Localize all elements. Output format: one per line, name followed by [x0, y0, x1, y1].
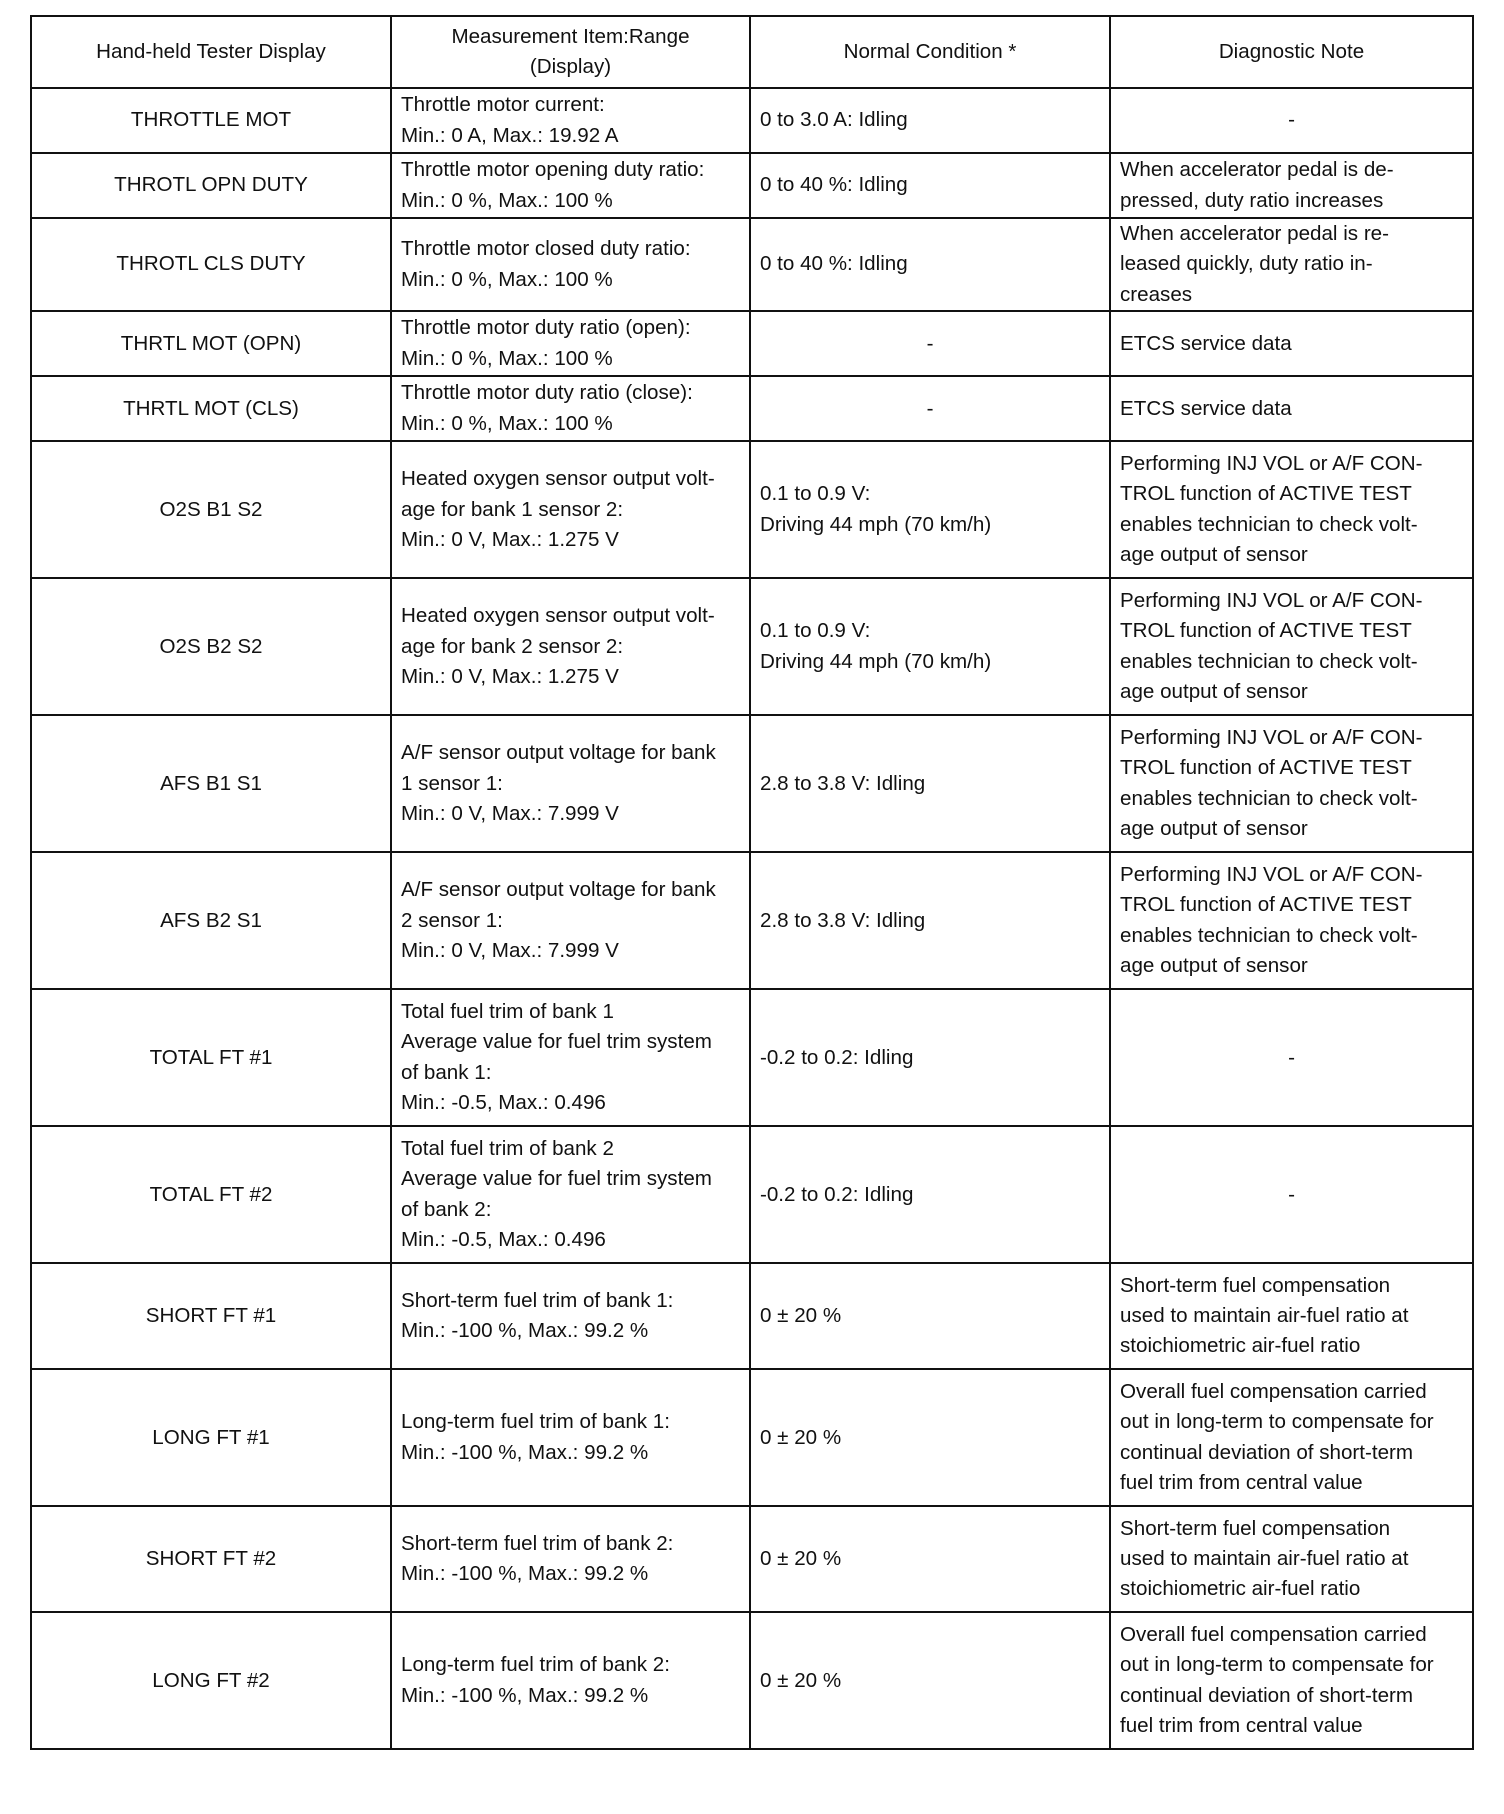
cell-display: AFS B1 S1: [31, 715, 391, 852]
data-list-table: [30, 15, 1474, 1750]
cell-normal: 0 ± 20 %: [750, 1369, 1110, 1506]
cell-range: Total fuel trim of bank 1 Average value for fuel trim system of bank 1: Min.: -0.5, Max.: 0.496: [391, 989, 750, 1126]
table-row: [31, 715, 1473, 852]
table-row: [31, 441, 1473, 578]
cell-range: Throttle motor closed duty ratio: Min.: 0 %, Max.: 100 %: [391, 218, 750, 311]
cell-range: A/F sensor output voltage for bank 2 sensor 1: Min.: 0 V, Max.: 7.999 V: [391, 852, 750, 989]
cell-display: THRTL MOT (CLS): [31, 376, 391, 441]
cell-note: Short-term fuel compensation used to maintain air-fuel ratio at stoichiometric air-fuel ratio: [1110, 1263, 1473, 1369]
cell-range: Long-term fuel trim of bank 2: Min.: -100 %, Max.: 99.2 %: [391, 1612, 750, 1749]
table-row: [31, 1263, 1473, 1369]
cell-display: SHORT FT #2: [31, 1506, 391, 1612]
table-row: [31, 852, 1473, 989]
cell-normal: 0 ± 20 %: [750, 1506, 1110, 1612]
cell-note: -: [1110, 88, 1473, 153]
data-list-sheet: [30, 15, 1472, 1750]
cell-range: Heated oxygen sensor output volt- age for bank 2 sensor 2: Min.: 0 V, Max.: 1.275 V: [391, 578, 750, 715]
cell-display: LONG FT #2: [31, 1612, 391, 1749]
cell-normal: 0.1 to 0.9 V: Driving 44 mph (70 km/h): [750, 441, 1110, 578]
header-range: Measurement Item:Range (Display): [391, 16, 750, 88]
cell-display: SHORT FT #1: [31, 1263, 391, 1369]
cell-normal: -0.2 to 0.2: Idling: [750, 989, 1110, 1126]
cell-note: Overall fuel compensation carried out in long-term to compensate for continual deviation of short-term fuel trim from central value: [1110, 1369, 1473, 1506]
cell-normal: -0.2 to 0.2: Idling: [750, 1126, 1110, 1263]
cell-range: A/F sensor output voltage for bank 1 sensor 1: Min.: 0 V, Max.: 7.999 V: [391, 715, 750, 852]
cell-note: ETCS service data: [1110, 376, 1473, 441]
cell-note: ETCS service data: [1110, 311, 1473, 376]
cell-range: Short-term fuel trim of bank 2: Min.: -100 %, Max.: 99.2 %: [391, 1506, 750, 1612]
header-normal-condition: Normal Condition *: [750, 16, 1110, 88]
cell-note: -: [1110, 989, 1473, 1126]
cell-normal: -: [750, 376, 1110, 441]
table-row: [31, 1126, 1473, 1263]
cell-display: THRTL MOT (OPN): [31, 311, 391, 376]
cell-note: Performing INJ VOL or A/F CON- TROL function of ACTIVE TEST enables technician to check volt- age output of sensor: [1110, 441, 1473, 578]
cell-display: THROTL OPN DUTY: [31, 153, 391, 218]
cell-range: Long-term fuel trim of bank 1: Min.: -100 %, Max.: 99.2 %: [391, 1369, 750, 1506]
cell-display: O2S B1 S2: [31, 441, 391, 578]
cell-note: Overall fuel compensation carried out in long-term to compensate for continual deviation of short-term fuel trim from central value: [1110, 1612, 1473, 1749]
cell-note: -: [1110, 1126, 1473, 1263]
table-row: [31, 153, 1473, 218]
cell-normal: 2.8 to 3.8 V: Idling: [750, 852, 1110, 989]
cell-range: Throttle motor duty ratio (open): Min.: 0 %, Max.: 100 %: [391, 311, 750, 376]
cell-note: When accelerator pedal is de- pressed, duty ratio increases: [1110, 153, 1473, 218]
cell-display: O2S B2 S2: [31, 578, 391, 715]
table-row: [31, 1506, 1473, 1612]
cell-range: Throttle motor duty ratio (close): Min.: 0 %, Max.: 100 %: [391, 376, 750, 441]
cell-normal: 0 ± 20 %: [750, 1263, 1110, 1369]
cell-range: Heated oxygen sensor output volt- age for bank 1 sensor 2: Min.: 0 V, Max.: 1.275 V: [391, 441, 750, 578]
header-display: Hand-held Tester Display: [31, 16, 391, 88]
table-row: [31, 376, 1473, 441]
cell-display: TOTAL FT #2: [31, 1126, 391, 1263]
cell-range: Throttle motor current: Min.: 0 A, Max.: 19.92 A: [391, 88, 750, 153]
cell-note: Performing INJ VOL or A/F CON- TROL function of ACTIVE TEST enables technician to check volt- age output of sensor: [1110, 715, 1473, 852]
cell-display: LONG FT #1: [31, 1369, 391, 1506]
table-row: [31, 1612, 1473, 1749]
cell-normal: 0 to 40 %: Idling: [750, 218, 1110, 311]
cell-note: Performing INJ VOL or A/F CON- TROL function of ACTIVE TEST enables technician to check volt- age output of sensor: [1110, 852, 1473, 989]
cell-range: Short-term fuel trim of bank 1: Min.: -100 %, Max.: 99.2 %: [391, 1263, 750, 1369]
table-row: [31, 578, 1473, 715]
table-row: [31, 218, 1473, 311]
table-row: [31, 989, 1473, 1126]
cell-range: Throttle motor opening duty ratio: Min.: 0 %, Max.: 100 %: [391, 153, 750, 218]
cell-display: AFS B2 S1: [31, 852, 391, 989]
cell-normal: 0 to 40 %: Idling: [750, 153, 1110, 218]
cell-display: THROTTLE MOT: [31, 88, 391, 153]
table-row: [31, 88, 1473, 153]
table-row: [31, 311, 1473, 376]
cell-normal: 0.1 to 0.9 V: Driving 44 mph (70 km/h): [750, 578, 1110, 715]
cell-display: TOTAL FT #1: [31, 989, 391, 1126]
cell-display: THROTL CLS DUTY: [31, 218, 391, 311]
cell-range: Total fuel trim of bank 2 Average value for fuel trim system of bank 2: Min.: -0.5, Max.: 0.496: [391, 1126, 750, 1263]
header-diagnostic-note: Diagnostic Note: [1110, 16, 1473, 88]
header-row: [31, 16, 1473, 88]
cell-note: Performing INJ VOL or A/F CON- TROL function of ACTIVE TEST enables technician to check volt- age output of sensor: [1110, 578, 1473, 715]
cell-normal: 2.8 to 3.8 V: Idling: [750, 715, 1110, 852]
table-row: [31, 1369, 1473, 1506]
cell-note: When accelerator pedal is re- leased quickly, duty ratio in- creases: [1110, 218, 1473, 311]
cell-note: Short-term fuel compensation used to maintain air-fuel ratio at stoichiometric air-fuel ratio: [1110, 1506, 1473, 1612]
cell-normal: 0 ± 20 %: [750, 1612, 1110, 1749]
cell-normal: 0 to 3.0 A: Idling: [750, 88, 1110, 153]
cell-normal: -: [750, 311, 1110, 376]
